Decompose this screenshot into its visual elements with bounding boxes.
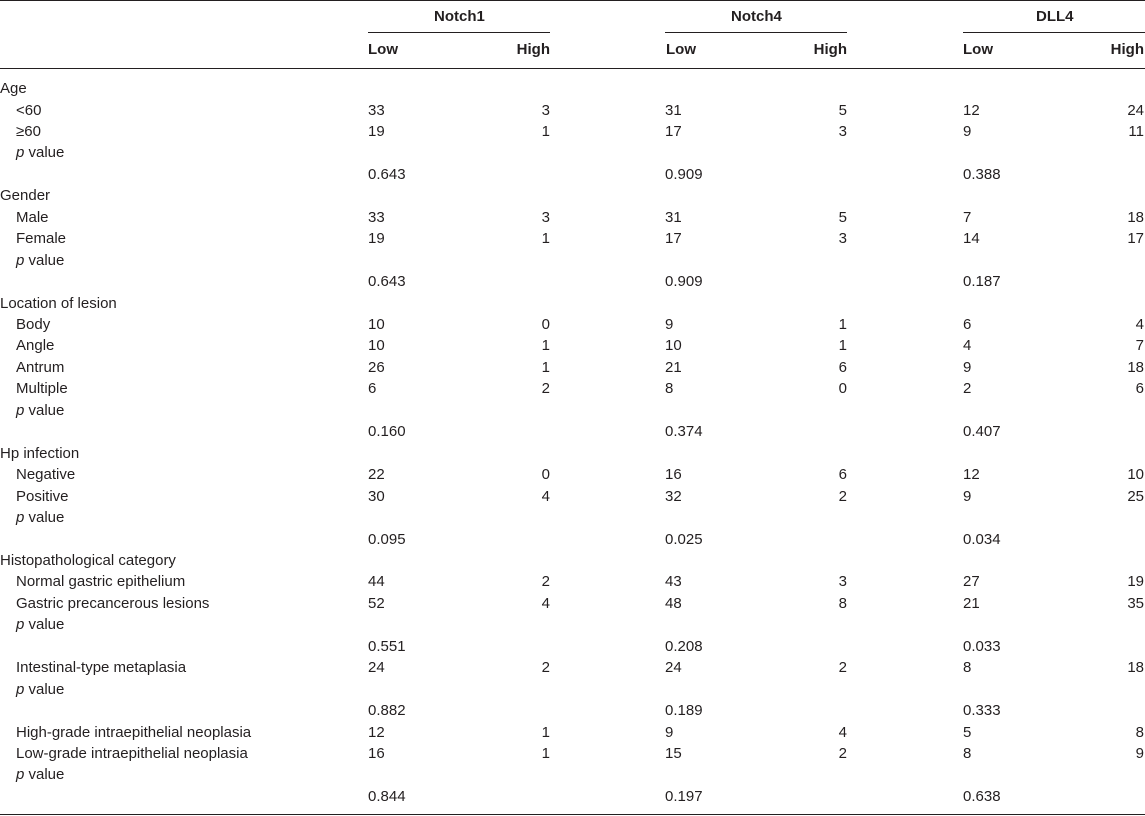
cell-low: 10 — [368, 315, 385, 333]
subheader-high: High — [516, 41, 550, 58]
cell-low: 31 — [665, 101, 682, 119]
p-value-label — [16, 144, 64, 162]
cell-high: 3 — [838, 573, 847, 591]
p-value-word: value — [24, 766, 65, 784]
p-value: 0.388 — [963, 165, 1001, 183]
cell-high: 1 — [541, 744, 550, 762]
cell-low: 33 — [368, 101, 385, 119]
cell-low: 16 — [665, 466, 682, 484]
cell-high: 0 — [541, 466, 550, 484]
row-label: <60 — [16, 101, 42, 119]
cell-low: 21 — [963, 594, 980, 612]
cell-high: 2 — [541, 380, 550, 398]
p-symbol: p — [16, 680, 25, 698]
cell-high: 1 — [541, 358, 550, 376]
cell-low: 14 — [963, 230, 980, 248]
cell-low: 5 — [963, 723, 972, 741]
p-value: 0.189 — [665, 702, 703, 719]
cell-high: 11 — [1128, 122, 1144, 140]
cell-low: 24 — [368, 659, 385, 677]
cell-low: 17 — [665, 122, 682, 140]
cell-low: 6 — [963, 315, 972, 333]
p-symbol: p — [16, 766, 25, 784]
p-value: 0.638 — [963, 787, 1001, 805]
cell-high: 18 — [1127, 358, 1144, 376]
row-label: Angle — [16, 337, 55, 355]
cell-low: 10 — [368, 337, 385, 355]
row-label: High-grade intraepithelial neoplasia — [16, 723, 252, 741]
p-value: 0.208 — [665, 637, 703, 655]
row-category-label: Location of lesion — [0, 294, 117, 312]
p-value-label — [16, 509, 64, 527]
row-label: Positive — [16, 487, 69, 505]
p-value-label — [16, 681, 64, 699]
cell-high: 2 — [541, 573, 550, 591]
cell-high: 1 — [541, 337, 550, 355]
p-value: 0.909 — [665, 273, 703, 290]
subheader-low: Low — [368, 41, 398, 58]
cell-high: 1 — [541, 230, 550, 248]
cell-high: 0 — [541, 315, 550, 333]
cell-low: 12 — [963, 101, 980, 119]
cell-high: 0 — [838, 380, 847, 398]
cell-high: 6 — [838, 358, 847, 376]
p-value: 0.407 — [963, 423, 1001, 441]
p-symbol: p — [16, 616, 25, 634]
cell-high: 8 — [838, 594, 847, 612]
p-value: 0.551 — [368, 637, 406, 655]
cell-low: 27 — [963, 573, 980, 591]
cell-high: 1 — [541, 122, 550, 140]
cell-high: 6 — [838, 466, 847, 484]
p-value: 0.643 — [368, 165, 406, 183]
p-value: 0.033 — [963, 637, 1001, 655]
cell-low: 19 — [368, 230, 385, 248]
cell-high: 1 — [838, 337, 847, 355]
cell-high: 3 — [541, 101, 550, 119]
p-value-word: value — [24, 509, 65, 526]
cell-low: 9 — [963, 122, 972, 140]
cell-high: 4 — [838, 723, 847, 741]
cell-low: 26 — [368, 358, 385, 376]
cell-low: 52 — [368, 594, 385, 612]
p-value: 0.333 — [963, 702, 1001, 719]
p-value-word: value — [24, 401, 65, 419]
cell-low: 48 — [665, 594, 682, 612]
p-value-word: value — [24, 144, 65, 162]
p-symbol: p — [16, 401, 25, 419]
cell-high: 19 — [1127, 573, 1144, 591]
cell-high: 6 — [1135, 380, 1144, 398]
row-category-label: Hp infection — [0, 444, 80, 462]
row-label: Negative — [16, 466, 76, 484]
cell-low: 33 — [368, 208, 385, 226]
cell-high: 17 — [1127, 230, 1144, 248]
p-symbol: p — [16, 509, 25, 526]
p-value: 0.160 — [368, 423, 406, 441]
cell-low: 16 — [368, 744, 385, 762]
p-value-label — [16, 616, 64, 634]
p-value: 0.025 — [665, 530, 703, 548]
cell-low: 6 — [368, 380, 377, 398]
row-label: Antrum — [16, 358, 65, 376]
cell-high: 2 — [541, 659, 550, 677]
cell-high: 35 — [1127, 594, 1144, 612]
cell-high: 5 — [838, 101, 847, 119]
cell-low: 8 — [963, 659, 972, 677]
cell-low: 21 — [665, 358, 682, 376]
row-label: Male — [16, 208, 49, 226]
cell-low: 2 — [963, 380, 972, 398]
subheader-high: High — [1110, 41, 1144, 58]
cell-low: 9 — [665, 315, 674, 333]
cell-low: 43 — [665, 573, 682, 591]
cell-low: 12 — [368, 723, 385, 741]
p-value-word: value — [24, 251, 65, 269]
cell-high: 5 — [838, 208, 847, 226]
cell-high: 7 — [1135, 337, 1144, 355]
top-rule — [0, 0, 1145, 1]
row-label: Low-grade intraepithelial neoplasia — [16, 744, 248, 762]
cell-high: 24 — [1127, 101, 1144, 119]
p-symbol: p — [16, 251, 25, 269]
cell-low: 17 — [665, 230, 682, 248]
cell-high: 3 — [838, 230, 847, 248]
subheader-low: Low — [963, 41, 993, 58]
row-label: Normal gastric epithelium — [16, 573, 186, 591]
cell-high: 9 — [1135, 744, 1144, 762]
cell-high: 18 — [1127, 208, 1144, 226]
row-label: Body — [16, 315, 51, 333]
cell-low: 31 — [665, 208, 682, 226]
bottom-rule — [0, 814, 1145, 815]
p-value-label — [16, 766, 64, 784]
group-header-notch4: Notch4 — [731, 8, 782, 25]
p-value: 0.095 — [368, 530, 406, 548]
cell-high: 4 — [1135, 315, 1144, 333]
cell-high: 2 — [838, 744, 847, 762]
group-rule-dll4 — [963, 32, 1145, 33]
cell-low: 4 — [963, 337, 972, 355]
cell-low: 32 — [665, 487, 682, 505]
cell-low: 19 — [368, 122, 385, 140]
cell-low: 12 — [963, 466, 980, 484]
row-label: Female — [16, 230, 67, 248]
cell-high: 25 — [1127, 487, 1144, 505]
cell-high: 2 — [838, 487, 847, 505]
cell-low: 15 — [665, 744, 682, 762]
cell-low: 8 — [665, 380, 674, 398]
cell-high: 1 — [541, 723, 550, 741]
cell-high: 10 — [1127, 466, 1144, 484]
cell-low: 24 — [665, 659, 682, 677]
p-value-label — [16, 402, 64, 420]
subheader-low: Low — [666, 41, 696, 58]
p-value: 0.197 — [665, 787, 703, 805]
cell-low: 10 — [665, 337, 682, 355]
p-value: 0.034 — [963, 530, 1001, 548]
p-value-word: value — [24, 616, 65, 634]
group-header-notch1: Notch1 — [434, 8, 485, 25]
p-value: 0.374 — [665, 423, 703, 441]
subheader-high: High — [813, 41, 847, 58]
cell-high: 18 — [1127, 659, 1144, 677]
p-value-label — [16, 252, 64, 270]
row-category-label: Age — [0, 80, 27, 97]
group-rule-notch4 — [665, 32, 847, 33]
row-category-label: Histopathological category — [0, 551, 176, 569]
cell-low: 30 — [368, 487, 385, 505]
row-label: Multiple — [16, 380, 68, 398]
row-category-label: Gender — [0, 187, 51, 205]
cell-high: 4 — [541, 594, 550, 612]
group-header-dll4: DLL4 — [1036, 8, 1074, 25]
p-value: 0.844 — [368, 787, 406, 805]
row-label: Intestinal-type metaplasia — [16, 659, 187, 677]
cell-high: 3 — [838, 122, 847, 140]
p-value: 0.909 — [665, 165, 703, 183]
p-value: 0.187 — [963, 273, 1001, 290]
cell-low: 44 — [368, 573, 385, 591]
p-value: 0.643 — [368, 273, 406, 290]
cell-high: 3 — [541, 208, 550, 226]
cell-low: 9 — [963, 358, 972, 376]
cell-low: 7 — [963, 208, 972, 226]
cell-low: 9 — [963, 487, 972, 505]
p-value-word: value — [24, 680, 65, 698]
cell-high: 4 — [541, 487, 550, 505]
cell-low: 8 — [963, 744, 972, 762]
cell-high: 2 — [838, 659, 847, 677]
row-label: ≥60 — [16, 122, 41, 140]
p-symbol: p — [16, 144, 25, 162]
cell-low: 22 — [368, 466, 385, 484]
cell-low: 9 — [665, 723, 674, 741]
row-label: Gastric precancerous lesions — [16, 594, 210, 612]
header-bottom-rule — [0, 68, 1145, 69]
cell-high: 1 — [838, 315, 847, 333]
group-rule-notch1 — [368, 32, 550, 33]
cell-high: 8 — [1135, 723, 1144, 741]
p-value: 0.882 — [368, 702, 406, 719]
